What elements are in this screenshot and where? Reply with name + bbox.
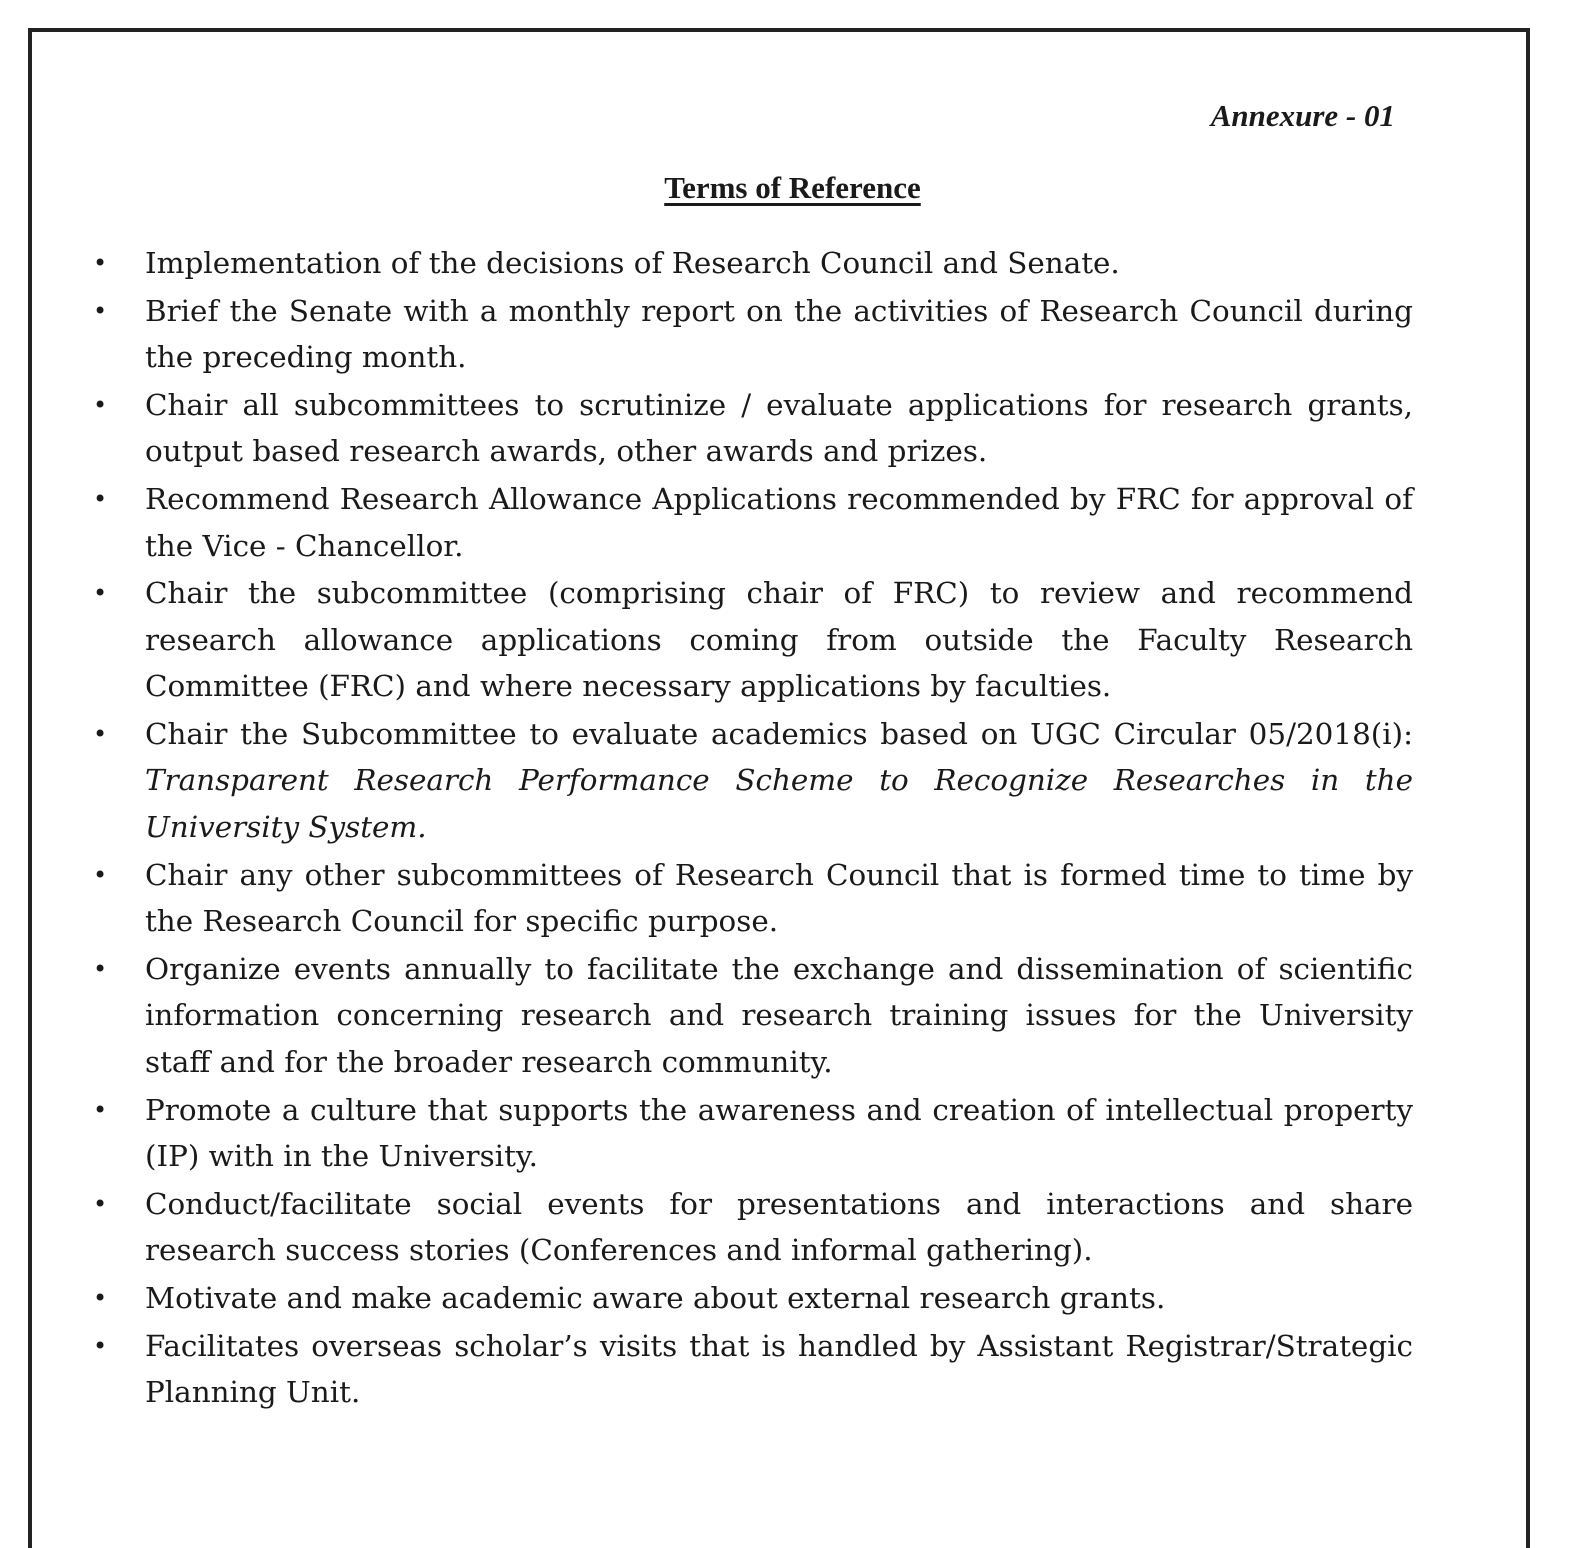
item-text: Chair all subcommittees to scrutinize / evaluate applications for research grants, output based research awards, other awards and prizes. xyxy=(145,387,1413,469)
list-item xyxy=(85,240,1413,287)
bullet-icon: • xyxy=(93,1189,108,1218)
bullet-icon: • xyxy=(93,954,108,983)
item-text: Implementation of the decisions of Research Council and Senate. xyxy=(145,246,1120,280)
item-text: Chair the subcommittee (comprising chair of FRC) to review and recommend research allowance applications coming from outside the Faculty Research Committee (FRC) and where necessary applications by faculties. xyxy=(145,576,1413,704)
bullet-icon: • xyxy=(93,1331,108,1360)
list-item xyxy=(85,1323,1413,1416)
item-text: Facilitates overseas scholar’s visits that is handled by Assistant Registrar/Strategic Planning Unit. xyxy=(145,1328,1413,1410)
bullet-icon: • xyxy=(93,296,108,325)
list-item xyxy=(85,852,1413,945)
bullet-icon: • xyxy=(93,485,108,514)
item-italic-text: Transparent Research Performance Scheme to Recognize Researches in the University System. xyxy=(145,763,1413,844)
list-item xyxy=(85,382,1413,475)
bullet-icon: • xyxy=(93,249,108,277)
list-item xyxy=(85,1087,1413,1180)
list-item xyxy=(85,1181,1413,1274)
item-text: Chair the Subcommittee to evaluate academics based on UGC Circular 05/2018(i): xyxy=(145,716,1413,751)
list-item xyxy=(85,570,1413,710)
item-text: Brief the Senate with a monthly report on the activities of Research Council during the preceding month. xyxy=(145,293,1413,375)
bullet-icon: • xyxy=(93,719,108,748)
bullet-icon: • xyxy=(93,579,108,608)
item-text: Conduct/facilitate social events for presentations and interactions and share research success stories (Conferences and informal gathering). xyxy=(145,1186,1413,1268)
item-text: Motivate and make academic aware about external research grants. xyxy=(145,1280,1166,1315)
item-text: Promote a culture that supports the awareness and creation of intellectual property (IP) with in the University. xyxy=(145,1092,1413,1173)
terms-list xyxy=(85,240,1413,1417)
bullet-icon: • xyxy=(93,860,108,889)
list-item xyxy=(85,288,1413,381)
list-item xyxy=(85,711,1413,851)
document-title: Terms of Reference xyxy=(664,170,921,205)
list-item xyxy=(85,1275,1413,1322)
bullet-icon: • xyxy=(93,390,108,419)
bullet-icon: • xyxy=(93,1095,108,1124)
item-text: Organize events annually to facilitate the exchange and dissemination of scientific information concerning research and research training issues for the University staff and for the broader research community. xyxy=(145,951,1413,1079)
annexure-label: Annexure - 01 xyxy=(1210,98,1395,133)
list-item xyxy=(85,476,1413,569)
list-item xyxy=(85,946,1413,1086)
item-text: Recommend Research Allowance Applications recommended by FRC for approval of the Vice - Chancellor. xyxy=(145,482,1413,563)
item-text: Chair any other subcommittees of Research Council that is formed time to time by the Research Council for specific purpose. xyxy=(145,857,1413,939)
bullet-icon: • xyxy=(93,1283,108,1312)
